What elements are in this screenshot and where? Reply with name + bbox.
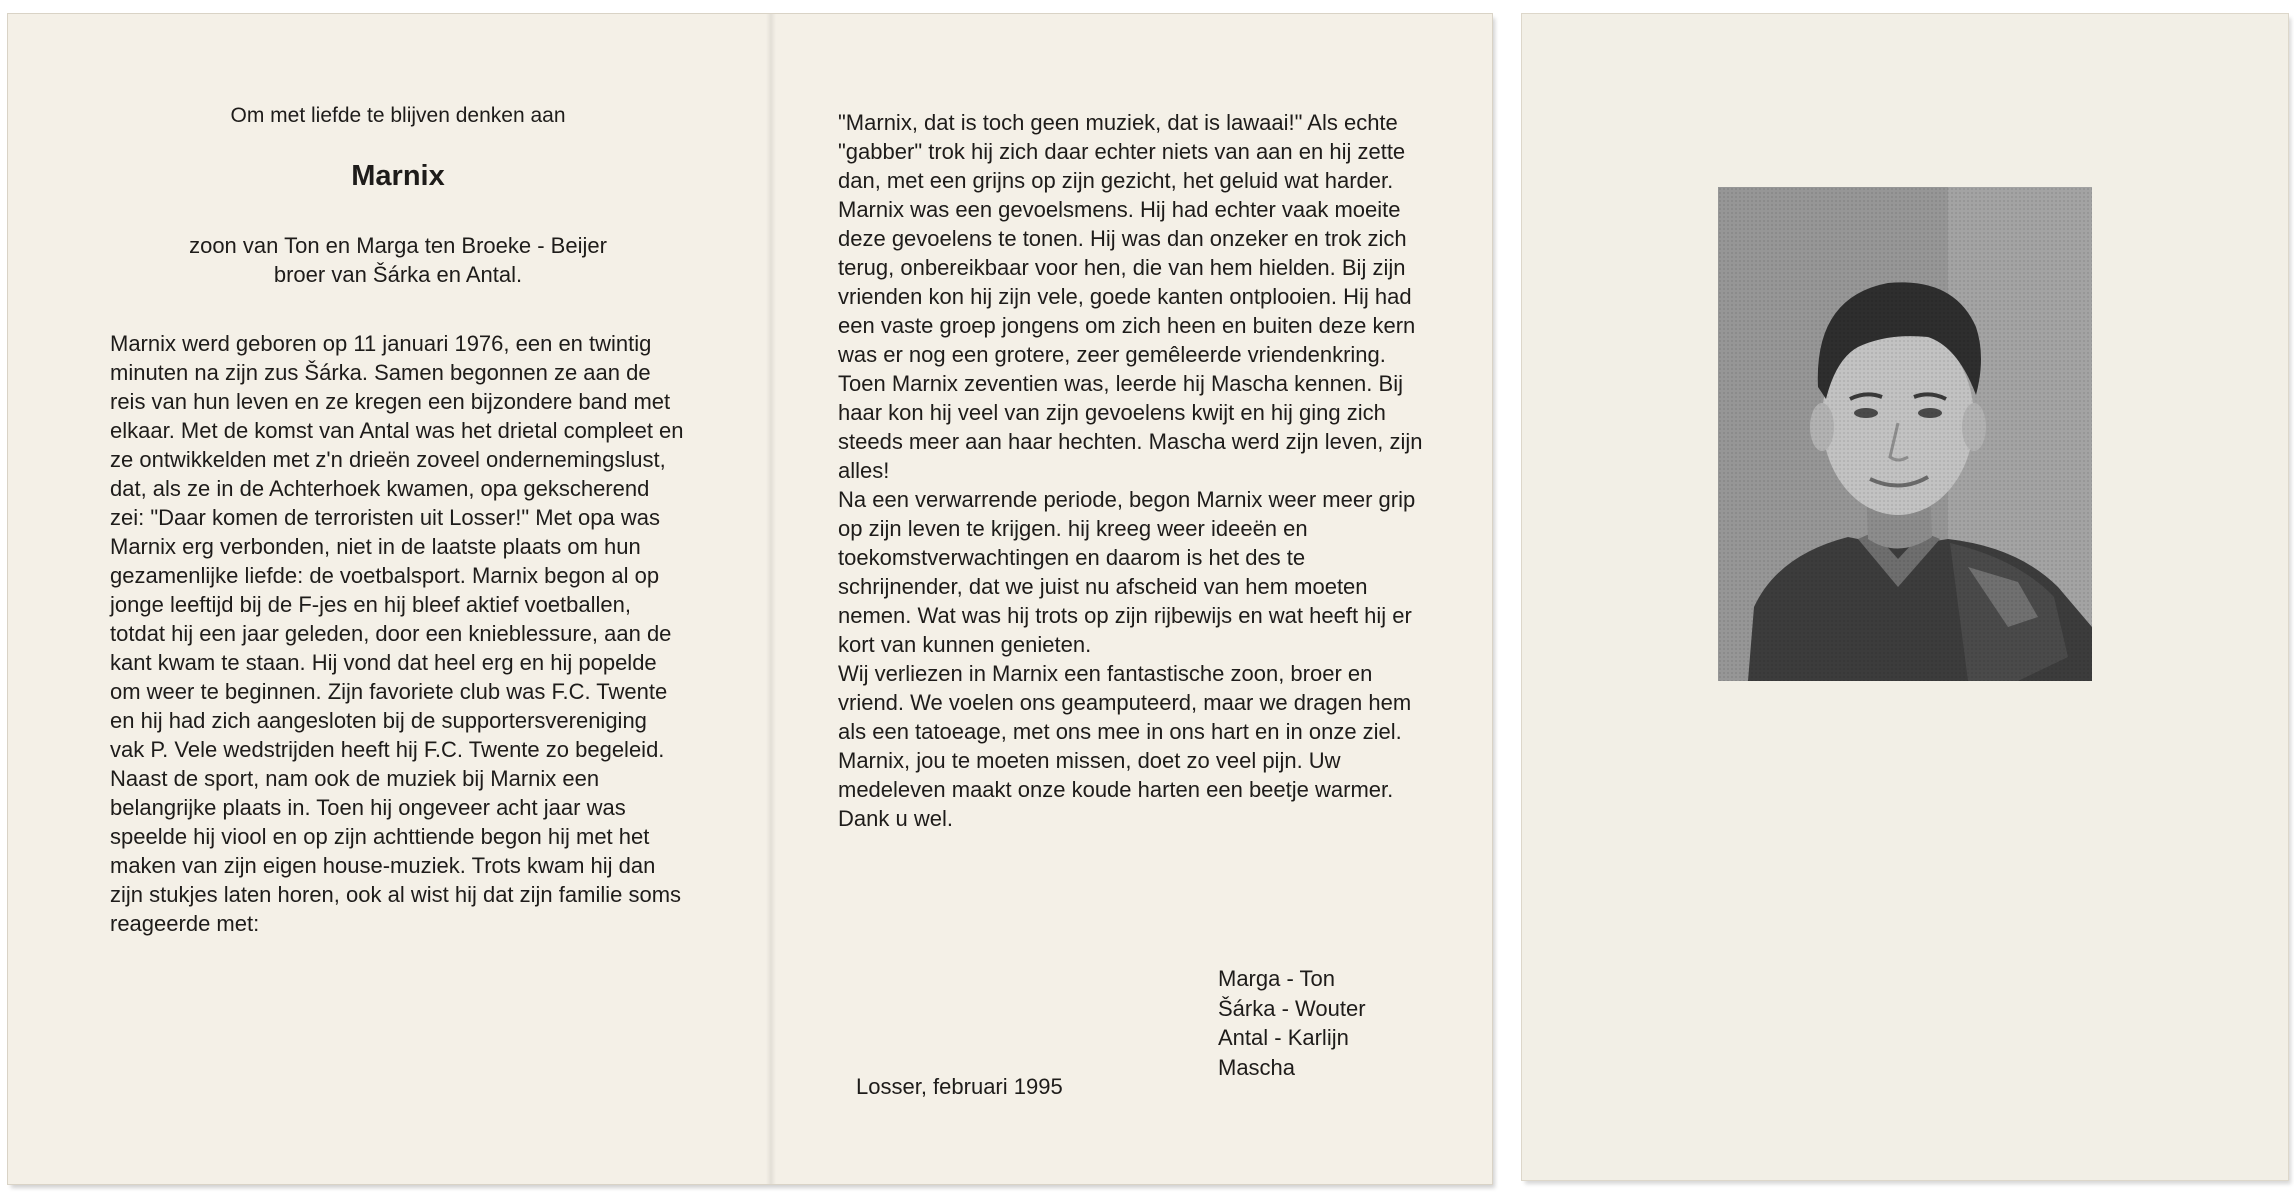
left-panel [110, 104, 686, 938]
place-date: Losser, februari 1995 [856, 1074, 1063, 1099]
portrait-illustration [1718, 187, 2092, 681]
biography-paragraph: Marnix werd geboren op 11 januari 1976, een en twintig minuten na zijn zus Šárka. Samen begonnen ze aan de reis van hun leven en ze kregen een bijzondere band met elkaar. Met de komst van Antal was het drietal compleet en ze ontwikkelden met z'n drieën zoveel ondernemingslust, dat, als ze in de Achterhoek kwamen, opa gekscherend zei: "Daar komen de terroristen uit Losser!" Met opa was Marnix erg verbonden, niet in de laatste plaats om hun gezamenlijke liefde: de voetbalsport. Marnix begon al op jonge leeftijd bij de F-jes en hij bleef aktief voetballen, totdat hij een jaar geleden, door een knieblessure, aan de kant kwam te staan. Hij vond dat heel erg en hij popelde om weer te beginnen. Zijn favoriete club was F.C. Twente en hij had zich aangesloten bij de supportersvereniging vak P. Vele wedstrijden heeft hij F.C. Twente zo begeleid. Naast de sport, nam ook de muziek bij Marnix een belangrijke plaats in. Toen hij ongeveer acht jaar was speelde hij viool en op zijn achttiende begon hij met het maken van zijn eigen house-muziek. Trots kwam hij dan zijn stukjes laten horen, ook al wist hij dat zijn familie soms reageerde met: [110, 331, 684, 936]
intro-text: Om met liefde te blijven denken aan [230, 104, 566, 127]
signer: Antal - Karlijn [1218, 1025, 1349, 1050]
relation-line-parents: zoon van Ton en Marga ten Broeke - Beijer [189, 233, 607, 258]
signer: Šárka - Wouter [1218, 995, 1366, 1021]
biography-paragraph-4: Marnix, jou te moeten missen, doet zo veel pijn. Uw medeleven maakt onze koude harten een beetje warmer. Dank u wel. [838, 748, 1394, 831]
memorial-card-front [1522, 14, 2288, 1180]
signer: Marga - Ton [1218, 966, 1335, 991]
memorial-card-inside [8, 14, 1492, 1184]
relation-block [110, 231, 686, 289]
biography-paragraph-3: Wij verliezen in Marnix een fantastische zoon, broer en vriend. We voelen ons geamputeerd, maar we dragen hem als een tatoeage, met ons mee in ons hart en in onze ziel. [838, 661, 1412, 744]
card-fold [766, 14, 776, 1184]
biography-paragraph-1: "Marnix, dat is toch geen muziek, dat is lawaai!" Als echte "gabber" trok hij zich daar echter niets van aan en hij zette dan, met een grijns op zijn gezicht, het geluid wat harder. Marnix was een gevoelsmens. Hij had echter vaak moeite deze gevoelens te tonen. Hij was dan onzeker en trok zich terug, onbereikbaar voor hen, die van hem hielden. Bij zijn vrienden kon hij zijn vele, goede kanten ontplooien. Hij had een vaste groep jongens om zich heen en buiten deze kern was er nog een grotere, zeer gemêleerde vriendenkring. Toen Marnix zeventien was, leerde hij Mascha kennen. Bij haar kon hij veel van zijn gevoelens kwijt en hij ging zich steeds meer aan haar hechten. Mascha werd zijn leven, zijn alles! [838, 110, 1423, 483]
signer: Mascha [1218, 1054, 1296, 1080]
portrait-photo [1718, 187, 2092, 681]
middle-panel [838, 108, 1423, 833]
deceased-name: Marnix [351, 160, 445, 192]
signers-list [1218, 964, 1366, 1082]
biography-paragraph-2: Na een verwarrende periode, begon Marnix weer meer grip op zijn leven te krijgen. hij kreeg weer ideeën en toekomstverwachtingen en daarom is het des te schrijnender, dat we juist nu afscheid van hem moeten nemen. Wat was hij trots op zijn rijbewijs en wat heeft hij er kort van kunnen genieten. [838, 487, 1416, 657]
relation-line-siblings: broer van Šárka en Antal. [273, 262, 523, 287]
